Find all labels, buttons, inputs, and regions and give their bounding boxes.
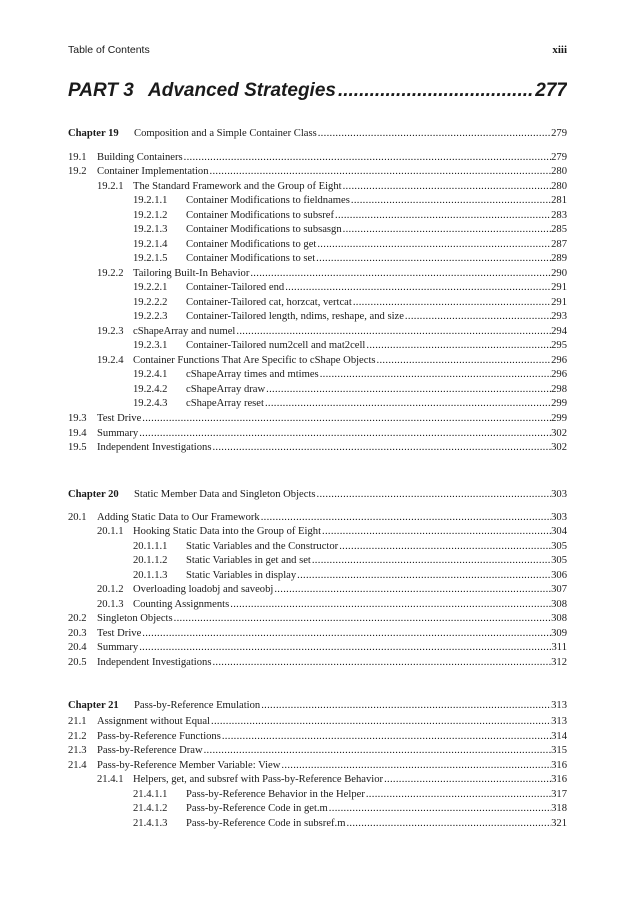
entry-number: 21.3 bbox=[68, 745, 87, 756]
entry-page-number: 315 bbox=[551, 745, 567, 756]
entry-page-number: 307 bbox=[551, 584, 567, 595]
leader-dots bbox=[339, 541, 551, 552]
leader-dots bbox=[142, 628, 551, 639]
entry-page-number: 313 bbox=[551, 716, 567, 727]
entry-page-number: 285 bbox=[551, 224, 567, 235]
entry-page-number: 312 bbox=[551, 657, 567, 668]
toc-entry bbox=[68, 311, 567, 325]
entry-page-number: 314 bbox=[551, 731, 567, 742]
entry-number: 19.2.1 bbox=[97, 181, 124, 192]
toc-chapter-entry bbox=[68, 700, 567, 714]
leader-dots bbox=[322, 526, 551, 537]
toc-entry bbox=[68, 166, 567, 180]
entry-number: 19.2 bbox=[68, 166, 87, 177]
entry-number: 21.4 bbox=[68, 760, 87, 771]
leader-dots bbox=[351, 195, 551, 206]
toc-entry bbox=[68, 657, 567, 671]
entry-title: Singleton Objects bbox=[97, 613, 173, 624]
toc-chapter-entry bbox=[68, 489, 567, 503]
toc-entry bbox=[68, 181, 567, 195]
leader-dots bbox=[335, 210, 551, 221]
entry-number: 19.2.2.1 bbox=[133, 282, 168, 293]
entry-page-number: 290 bbox=[551, 268, 567, 279]
entry-title: Container Implementation bbox=[97, 166, 209, 177]
entry-page-number: 295 bbox=[551, 340, 567, 351]
entry-page-number: 281 bbox=[551, 195, 567, 206]
entry-number: 21.4.1.2 bbox=[133, 803, 168, 814]
entry-page-number: 303 bbox=[551, 512, 567, 523]
entry-page-number: 321 bbox=[551, 818, 567, 829]
entry-title: Container Modifications to subsref bbox=[186, 210, 334, 221]
entry-title: Container Modifications to get bbox=[186, 239, 317, 250]
leader-dots bbox=[377, 355, 552, 366]
entry-page-number: 303 bbox=[551, 489, 567, 500]
entry-number: 20.1 bbox=[68, 512, 87, 523]
entry-number: 19.2.4.2 bbox=[133, 384, 168, 395]
toc-entry bbox=[68, 253, 567, 267]
entry-number: 19.2.1.1 bbox=[133, 195, 168, 206]
entry-number: 19.2.4.3 bbox=[133, 398, 168, 409]
toc-entry bbox=[68, 384, 567, 398]
entry-title: Overloading loadobj and saveobj bbox=[133, 584, 274, 595]
leader-dots bbox=[139, 428, 551, 439]
toc-entry bbox=[68, 512, 567, 526]
entry-page-number: 298 bbox=[551, 384, 567, 395]
toc-entry bbox=[68, 152, 567, 166]
entry-number: 19.2.4.1 bbox=[133, 369, 168, 380]
toc-entry bbox=[68, 210, 567, 224]
leader-dots bbox=[274, 584, 551, 595]
leader-dots bbox=[222, 731, 551, 742]
entry-page-number: 311 bbox=[551, 642, 567, 653]
entry-page-number: 316 bbox=[551, 760, 567, 771]
entry-title: Container Modifications to subsasgn bbox=[186, 224, 342, 235]
toc-entry bbox=[68, 326, 567, 340]
leader-dots bbox=[266, 384, 551, 395]
entry-page-number: 279 bbox=[551, 128, 567, 139]
entry-title: Pass-by-Reference Functions bbox=[97, 731, 221, 742]
entry-number: 19.3 bbox=[68, 413, 87, 424]
entry-page-number: 308 bbox=[551, 599, 567, 610]
leader-dots bbox=[261, 700, 551, 711]
entry-number: 19.2.2 bbox=[97, 268, 124, 279]
entry-title: Counting Assignments bbox=[133, 599, 230, 610]
toc-entry bbox=[68, 613, 567, 627]
entry-title: Adding Static Data to Our Framework bbox=[97, 512, 260, 523]
entry-title: Test Drive bbox=[97, 628, 142, 639]
running-header bbox=[68, 44, 567, 60]
entry-page-number: 316 bbox=[551, 774, 567, 785]
entry-number: 19.4 bbox=[68, 428, 87, 439]
entry-page-number: 279 bbox=[551, 152, 567, 163]
leader-dots bbox=[329, 803, 551, 814]
toc-entry bbox=[68, 355, 567, 369]
entry-page-number: 313 bbox=[551, 700, 567, 711]
entry-number: 21.4.1.3 bbox=[133, 818, 168, 829]
entry-title: Static Variables and the Constructor bbox=[186, 541, 339, 552]
entry-page-number: 291 bbox=[551, 297, 567, 308]
entry-number: 20.1.2 bbox=[97, 584, 124, 595]
leader-dots bbox=[212, 442, 551, 453]
entry-page-number: 309 bbox=[551, 628, 567, 639]
entry-title: Hooking Static Data into the Group of Eight bbox=[133, 526, 322, 537]
leader-dots bbox=[318, 128, 551, 139]
entry-number: 19.2.3 bbox=[97, 326, 124, 337]
entry-title: Independent Investigations bbox=[97, 442, 212, 453]
entry-page-number: 291 bbox=[551, 282, 567, 293]
entry-page-number: 305 bbox=[551, 555, 567, 566]
part-heading bbox=[68, 80, 567, 106]
toc-entry bbox=[68, 413, 567, 427]
leader-dots bbox=[261, 512, 551, 523]
part-title: Advanced Strategies bbox=[148, 80, 336, 101]
leader-dots bbox=[343, 181, 552, 192]
entry-page-number: 308 bbox=[551, 613, 567, 624]
entry-number: Chapter 20 bbox=[68, 489, 119, 500]
entry-title: Container Modifications to set bbox=[186, 253, 316, 264]
header-page-number: xiii bbox=[552, 44, 567, 56]
entry-page-number: 299 bbox=[551, 413, 567, 424]
entry-title: Pass-by-Reference Code in subsref.m bbox=[186, 818, 346, 829]
entry-page-number: 293 bbox=[551, 311, 567, 322]
toc-entry bbox=[68, 224, 567, 238]
entry-title: Tailoring Built-In Behavior bbox=[133, 268, 250, 279]
entry-number: 19.2.4 bbox=[97, 355, 124, 366]
leader-dots bbox=[317, 239, 551, 250]
leader-dots bbox=[312, 555, 551, 566]
entry-title: Composition and a Simple Container Class bbox=[134, 128, 317, 139]
leader-dots bbox=[405, 311, 551, 322]
entry-title: Independent Investigations bbox=[97, 657, 212, 668]
entry-number: 19.5 bbox=[68, 442, 87, 453]
entry-title: cShapeArray reset bbox=[186, 398, 264, 409]
entry-title: Test Drive bbox=[97, 413, 142, 424]
entry-number: 20.1.1.1 bbox=[133, 541, 168, 552]
entry-title: Static Variables in display bbox=[186, 570, 297, 581]
entry-title: Assignment without Equal bbox=[97, 716, 210, 727]
leader-dots bbox=[320, 369, 551, 380]
entry-page-number: 318 bbox=[551, 803, 567, 814]
leader-dots bbox=[316, 253, 551, 264]
entry-number: 21.4.1.1 bbox=[133, 789, 168, 800]
toc-entry bbox=[68, 716, 567, 730]
leader-dots bbox=[343, 224, 551, 235]
entry-page-number: 289 bbox=[551, 253, 567, 264]
leader-dots bbox=[281, 760, 551, 771]
toc-entry bbox=[68, 584, 567, 598]
entry-page-number: 302 bbox=[551, 428, 567, 439]
entry-title: Pass-by-Reference Member Variable: View bbox=[97, 760, 281, 771]
entry-number: 19.2.3.1 bbox=[133, 340, 168, 351]
entry-page-number: 302 bbox=[551, 442, 567, 453]
entry-number: 19.2.1.2 bbox=[133, 210, 168, 221]
entry-page-number: 294 bbox=[551, 326, 567, 337]
leader-dots bbox=[265, 398, 551, 409]
entry-number: 20.4 bbox=[68, 642, 87, 653]
toc-entry bbox=[68, 428, 567, 442]
toc-entry bbox=[68, 369, 567, 383]
part-leader-dots bbox=[338, 80, 533, 102]
entry-page-number: 306 bbox=[551, 570, 567, 581]
entry-number: 21.1 bbox=[68, 716, 87, 727]
leader-dots bbox=[250, 268, 551, 279]
toc-entry bbox=[68, 340, 567, 354]
leader-dots bbox=[210, 166, 552, 177]
entry-title: Static Member Data and Singleton Objects bbox=[134, 489, 316, 500]
leader-dots bbox=[174, 613, 551, 624]
toc-entry bbox=[68, 731, 567, 745]
leader-dots bbox=[184, 152, 551, 163]
entry-title: Container Functions That Are Specific to cShape Objects bbox=[133, 355, 376, 366]
toc-entry bbox=[68, 599, 567, 613]
entry-number: 20.1.3 bbox=[97, 599, 124, 610]
entry-title: Container-Tailored cat, horzcat, vertcat bbox=[186, 297, 352, 308]
entry-title: Helpers, get, and subsref with Pass-by-Reference Behavior bbox=[133, 774, 384, 785]
header-section-title: Table of Contents bbox=[68, 44, 150, 56]
entry-page-number: 296 bbox=[551, 369, 567, 380]
entry-title: Container-Tailored end bbox=[186, 282, 285, 293]
entry-title: Summary bbox=[97, 642, 139, 653]
entry-number: 20.5 bbox=[68, 657, 87, 668]
toc-entry bbox=[68, 526, 567, 540]
entry-title: cShapeArray times and mtimes bbox=[186, 369, 319, 380]
entry-title: Summary bbox=[97, 428, 139, 439]
entry-page-number: 317 bbox=[551, 789, 567, 800]
toc-entry bbox=[68, 628, 567, 642]
entry-title: Container-Tailored num2cell and mat2cell bbox=[186, 340, 366, 351]
entry-number: 20.1.1 bbox=[97, 526, 124, 537]
leader-dots bbox=[211, 716, 551, 727]
entry-title: Pass-by-Reference Emulation bbox=[134, 700, 261, 711]
leader-dots bbox=[366, 789, 551, 800]
toc-entry bbox=[68, 789, 567, 803]
entry-title: cShapeArray draw bbox=[186, 384, 266, 395]
leader-dots bbox=[212, 657, 551, 668]
entry-number: 21.2 bbox=[68, 731, 87, 742]
toc-entry bbox=[68, 297, 567, 311]
leader-dots bbox=[142, 413, 551, 424]
entry-title: Pass-by-Reference Code in get.m bbox=[186, 803, 328, 814]
toc-entry bbox=[68, 268, 567, 282]
entry-number: 20.1.1.3 bbox=[133, 570, 168, 581]
toc-entry bbox=[68, 803, 567, 817]
toc-entry bbox=[68, 760, 567, 774]
part-page: 277 bbox=[535, 80, 567, 101]
entry-number: 20.1.1.2 bbox=[133, 555, 168, 566]
toc-entry bbox=[68, 555, 567, 569]
leader-dots bbox=[139, 642, 551, 653]
entry-number: 19.2.1.4 bbox=[133, 239, 168, 250]
entry-page-number: 296 bbox=[551, 355, 567, 366]
part-number: PART 3 bbox=[68, 80, 134, 101]
leader-dots bbox=[230, 599, 551, 610]
leader-dots bbox=[297, 570, 551, 581]
toc-entry bbox=[68, 774, 567, 788]
leader-dots bbox=[236, 326, 551, 337]
entry-page-number: 299 bbox=[551, 398, 567, 409]
toc-entry bbox=[68, 282, 567, 296]
leader-dots bbox=[366, 340, 551, 351]
entry-page-number: 287 bbox=[551, 239, 567, 250]
toc-entry bbox=[68, 442, 567, 456]
entry-number: 20.2 bbox=[68, 613, 87, 624]
toc-entry bbox=[68, 642, 567, 656]
entry-number: Chapter 21 bbox=[68, 700, 119, 711]
entry-number: 21.4.1 bbox=[97, 774, 124, 785]
leader-dots bbox=[353, 297, 551, 308]
leader-dots bbox=[346, 818, 551, 829]
toc-chapter-entry bbox=[68, 128, 567, 142]
entry-title: Pass-by-Reference Behavior in the Helper bbox=[186, 789, 365, 800]
entry-page-number: 280 bbox=[551, 166, 567, 177]
toc-entry bbox=[68, 570, 567, 584]
entry-title: Static Variables in get and set bbox=[186, 555, 311, 566]
entry-title: The Standard Framework and the Group of Eight bbox=[133, 181, 342, 192]
toc-entry bbox=[68, 818, 567, 832]
toc-entry bbox=[68, 745, 567, 759]
toc-entry bbox=[68, 398, 567, 412]
entry-number: 19.2.1.3 bbox=[133, 224, 168, 235]
entry-title: Pass-by-Reference Draw bbox=[97, 745, 203, 756]
leader-dots bbox=[285, 282, 551, 293]
leader-dots bbox=[384, 774, 551, 785]
leader-dots bbox=[204, 745, 552, 756]
entry-title: Container-Tailored length, ndims, reshape, and size bbox=[186, 311, 404, 322]
entry-number: Chapter 19 bbox=[68, 128, 119, 139]
entry-title: Building Containers bbox=[97, 152, 183, 163]
entry-page-number: 283 bbox=[551, 210, 567, 221]
leader-dots bbox=[317, 489, 552, 500]
entry-page-number: 280 bbox=[551, 181, 567, 192]
toc-entry bbox=[68, 541, 567, 555]
entry-title: Container Modifications to fieldnames bbox=[186, 195, 350, 206]
entry-number: 20.3 bbox=[68, 628, 87, 639]
entry-page-number: 305 bbox=[551, 541, 567, 552]
entry-number: 19.2.2.3 bbox=[133, 311, 168, 322]
toc-entry bbox=[68, 239, 567, 253]
entry-number: 19.2.2.2 bbox=[133, 297, 168, 308]
entry-number: 19.2.1.5 bbox=[133, 253, 168, 264]
entry-number: 19.1 bbox=[68, 152, 87, 163]
entry-page-number: 304 bbox=[551, 526, 567, 537]
toc-entry bbox=[68, 195, 567, 209]
entry-title: cShapeArray and numel bbox=[133, 326, 236, 337]
